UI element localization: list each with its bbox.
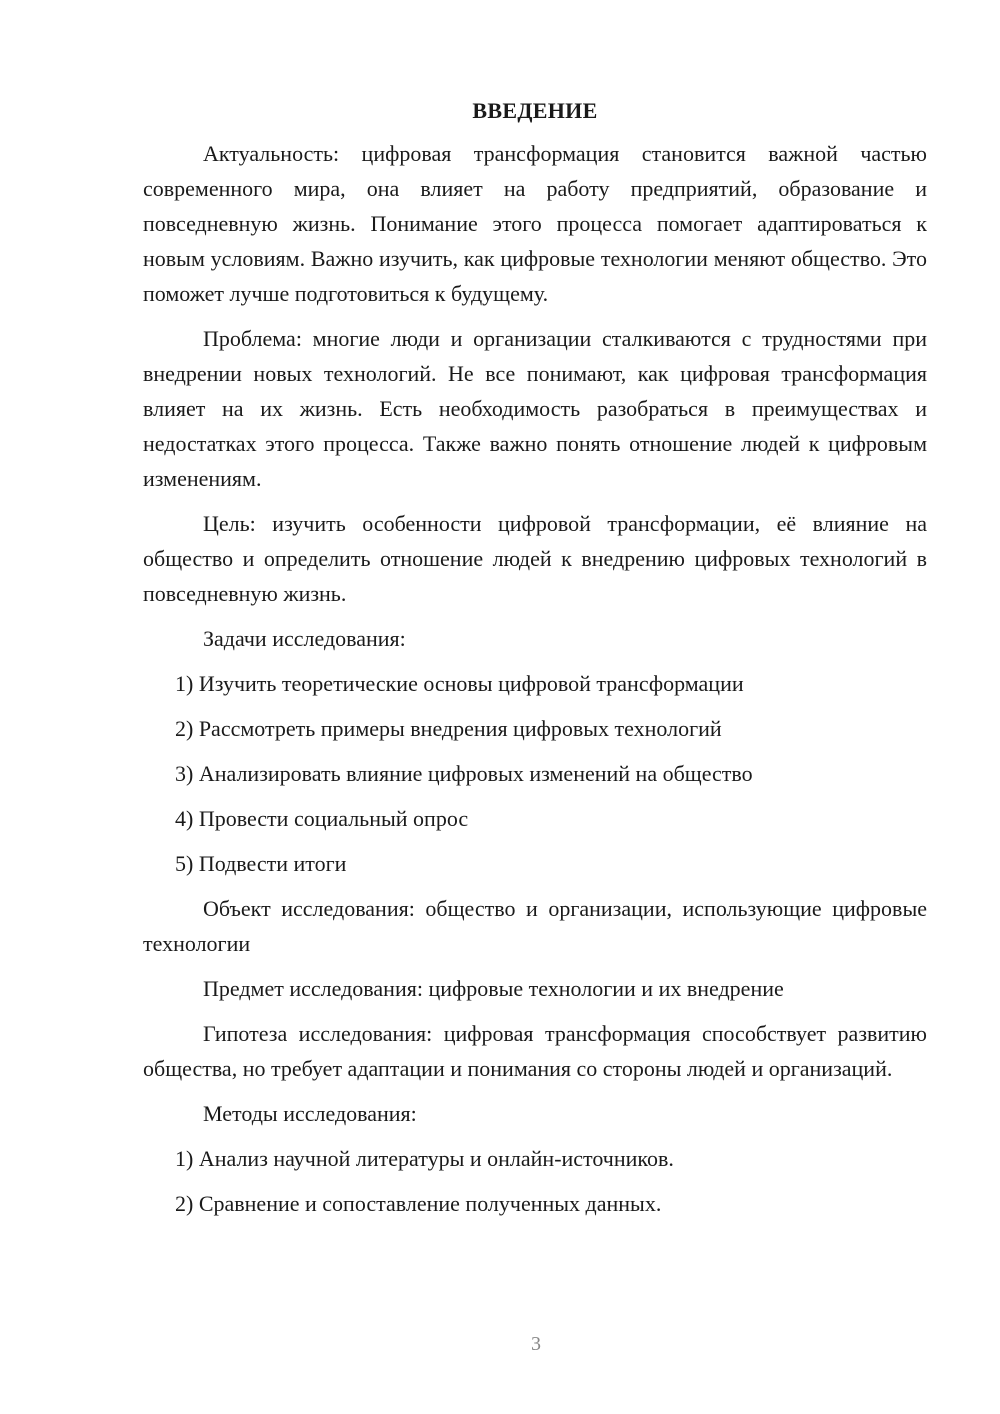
task-item: 5) Подвести итоги bbox=[175, 851, 347, 876]
tasks-list bbox=[143, 666, 927, 881]
hypothesis-paragraph: Гипотеза исследования: цифровая трансформация способствует развитию общества, но требует адаптации и понимания со стороны людей и организаций. bbox=[143, 1021, 927, 1081]
task-item: 4) Провести социальный опрос bbox=[175, 806, 469, 831]
tasks-heading: Задачи исследования: bbox=[203, 626, 406, 651]
methods-heading: Методы исследования: bbox=[203, 1101, 417, 1126]
problem-paragraph: Проблема: многие люди и организации сталкиваются с трудностями при внедрении новых технологий. Не все понимают, как цифровая трансформация влияет на их жизнь. Есть необходимость разобраться в преимуществах и недостатках этого процесса. Также важно понять отношение людей к цифровым изменениям. bbox=[143, 326, 927, 491]
method-item: 2) Сравнение и сопоставление полученных данных. bbox=[175, 1191, 662, 1216]
page-title: ВВЕДЕНИЕ bbox=[472, 98, 598, 123]
methods-list bbox=[143, 1141, 927, 1221]
object-paragraph: Объект исследования: общество и организации, использующие цифровые технологии bbox=[143, 896, 927, 956]
goal-paragraph: Цель: изучить особенности цифровой трансформации, её влияние на общество и определить отношение людей к внедрению цифровых технологий в повседневную жизнь. bbox=[143, 511, 927, 606]
relevance-paragraph: Актуальность: цифровая трансформация становится важной частью современного мира, она влияет на работу предприятий, образование и повседневную жизнь. Понимание этого процесса помогает адаптироваться к новым условиям. Важно изучить, как цифровые технологии меняют общество. Это поможет лучше подготовиться к будущему. bbox=[143, 141, 927, 306]
subject-paragraph: Предмет исследования: цифровые технологии и их внедрение bbox=[203, 976, 784, 1001]
task-item: 1) Изучить теоретические основы цифровой трансформации bbox=[175, 671, 744, 696]
method-item: 1) Анализ научной литературы и онлайн-источников. bbox=[175, 1146, 674, 1171]
task-item: 3) Анализировать влияние цифровых изменений на общество bbox=[175, 761, 753, 786]
task-item: 2) Рассмотреть примеры внедрения цифровых технологий bbox=[175, 716, 722, 741]
page-number: 3 bbox=[531, 1333, 541, 1355]
page-content bbox=[143, 96, 927, 1231]
